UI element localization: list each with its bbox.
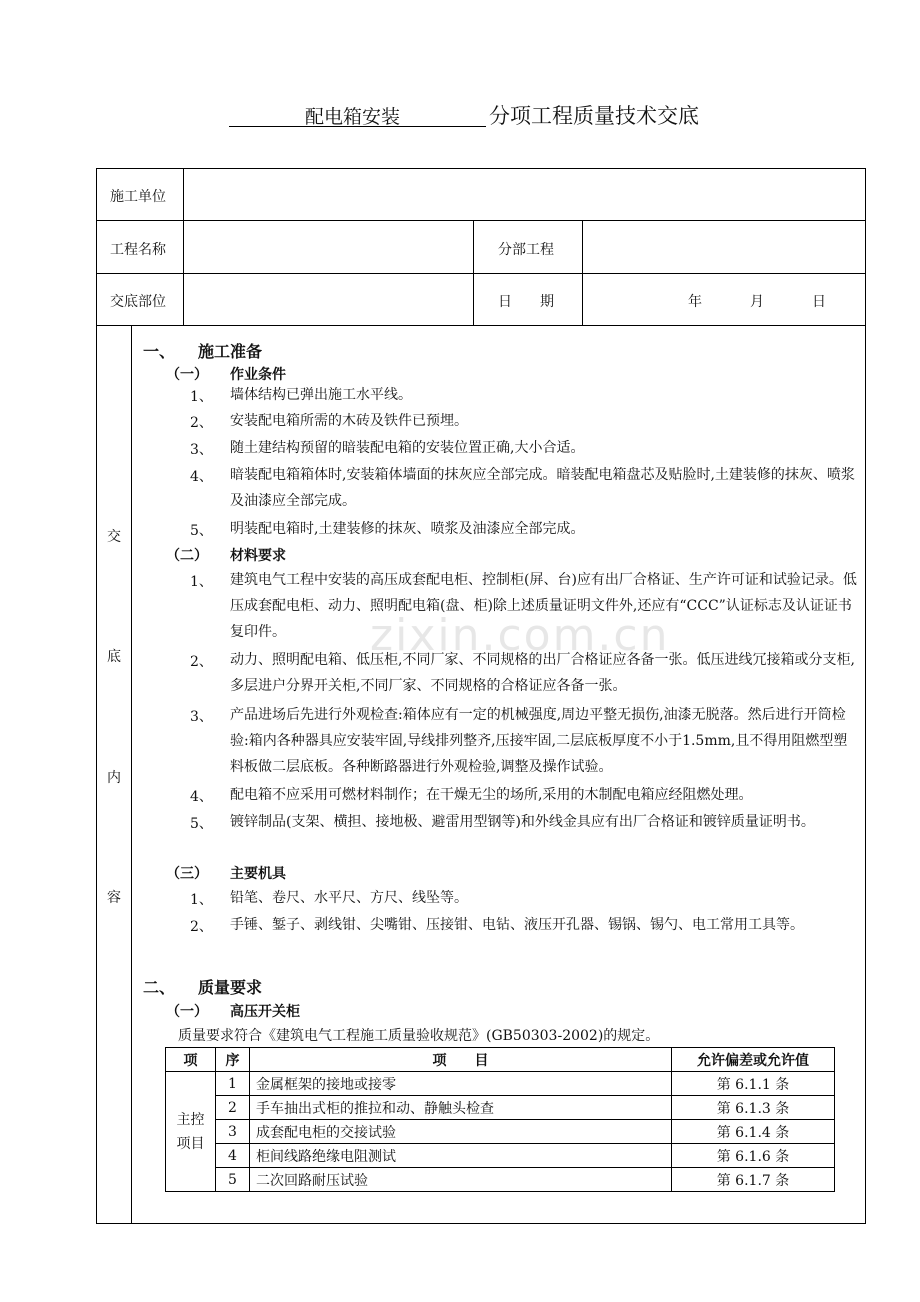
side-label-char: 交 [107, 529, 121, 545]
table-row [166, 1144, 835, 1168]
month-label: 月 [750, 294, 764, 310]
list-item: 产品进场后先进行外观检查:箱体应有一定的机械强度,周边平整无损伤,油漆无脱落。然后进行开筒检验:箱内各种器具应安装牢固,导线排列整齐,压接牢固,二层底板厚度不小于1.5mm,且不得用阻燃型塑料板做二层底板。各种断路器进行外观检验,调整及操作试验。 [230, 707, 848, 775]
section2-title: 质量要求 [198, 978, 263, 997]
col-divider [183, 168, 184, 325]
list-item: 建筑电气工程中安装的高压成套配电柜、控制柜(屏、台)应有出厂合格证、生产许可证和试验记录。低压成套配电柜、动力、照明配电箱(盘、柜)除上述质量证明文件外,还应有“CCC”认证标志及认证证书复印件。 [230, 572, 857, 640]
list-number: 2、 [190, 919, 213, 935]
list-number: 5、 [190, 523, 213, 539]
watermark: zixin.com.cn [370, 610, 670, 661]
side-label-char: 底 [107, 649, 121, 665]
list-number: 4、 [190, 469, 213, 485]
row-item: 二次回路耐压试验 [250, 1168, 672, 1192]
category-cell: 主控项目 [166, 1072, 216, 1192]
sub1-number: （一） [166, 367, 208, 383]
col-divider [131, 325, 132, 1224]
disclosure-part-label: 交底部位 [110, 294, 166, 310]
list-number: 2、 [190, 415, 213, 431]
list-item: 手锤、錾子、剥线钳、尖嘴钳、压接钳、电钻、液压开孔器、锡锅、锡勺、电工常用工具等。 [230, 917, 804, 933]
row-ref: 第 6.1.6 条 [672, 1144, 835, 1168]
sub3-number: （三） [166, 866, 208, 882]
list-number: 3、 [190, 442, 213, 458]
col-divider [582, 220, 583, 325]
table-row [166, 1096, 835, 1120]
date-label: 日 期 [498, 294, 554, 310]
table-row [166, 1168, 835, 1192]
sub3-title: 主要机具 [230, 866, 286, 882]
col-no-header: 序 [216, 1048, 250, 1072]
table-header-row [166, 1048, 835, 1072]
title-subject: 配电箱安装 [305, 106, 401, 128]
list-number: 1、 [190, 892, 213, 908]
quality-table [165, 1047, 835, 1192]
list-item: 随土建结构预留的暗装配电箱的安装位置正确,大小合适。 [230, 440, 585, 456]
col-item-header: 项 目 [250, 1048, 672, 1072]
construction-unit-label: 施工单位 [110, 189, 166, 205]
row-divider [96, 220, 866, 221]
section1-title: 施工准备 [198, 342, 263, 361]
list-item: 铅笔、卷尺、水平尺、方尺、线坠等。 [230, 890, 468, 906]
col-ref-header: 允许偏差或允许值 [672, 1048, 835, 1072]
col-divider [473, 220, 474, 325]
sub1-title: 作业条件 [230, 367, 286, 383]
list-item: 配电箱不应采用可燃材料制作；在干燥无尘的场所,采用的木制配电箱应经阻燃处理。 [230, 787, 753, 803]
row-no: 3 [216, 1120, 250, 1144]
day-label: 日 [812, 294, 826, 310]
title-main: 分项工程质量技术交底 [489, 104, 699, 128]
list-item: 墙体结构已弹出施工水平线。 [230, 387, 412, 403]
year-label: 年 [688, 294, 702, 310]
row-item: 成套配电柜的交接试验 [250, 1120, 672, 1144]
row-no: 2 [216, 1096, 250, 1120]
division-label: 分部工程 [498, 242, 554, 258]
list-item: 动力、照明配电箱、低压柜,不同厂家、不同规格的出厂合格证应各备一张。低压进线冗接箱或分支柜,多层进户分界开关柜,不同厂家、不同规格的合格证应各备一张。 [230, 652, 855, 694]
sub2-number: （二） [166, 548, 208, 564]
row-no: 1 [216, 1072, 250, 1096]
list-number: 4、 [190, 789, 213, 805]
section2-sub1-title: 高压开关柜 [230, 1004, 300, 1020]
row-item: 金属框架的接地或接零 [250, 1072, 672, 1096]
list-number: 2、 [190, 654, 213, 670]
row-ref: 第 6.1.3 条 [672, 1096, 835, 1120]
section2-sub1-number: （一） [166, 1004, 208, 1020]
row-ref: 第 6.1.7 条 [672, 1168, 835, 1192]
sub2-title: 材料要求 [230, 548, 286, 564]
row-item: 柜间线路绝缘电阻测试 [250, 1144, 672, 1168]
row-ref: 第 6.1.4 条 [672, 1120, 835, 1144]
row-no: 5 [216, 1168, 250, 1192]
row-no: 4 [216, 1144, 250, 1168]
side-label-char: 内 [107, 770, 121, 786]
section2-number: 二、 [143, 978, 176, 997]
list-number: 5、 [190, 816, 213, 832]
list-item: 暗装配电箱箱体时,安装箱体墙面的抹灰应全部完成。暗装配电箱盘芯及贴脸时,土建装修的抹灰、喷浆及油漆应全部完成。 [230, 467, 855, 509]
row-divider [96, 273, 866, 274]
list-number: 3、 [190, 709, 213, 725]
list-number: 1、 [190, 574, 213, 590]
document-title [0, 100, 920, 132]
table-row [166, 1072, 835, 1096]
side-label-char: 容 [107, 890, 121, 906]
row-divider [96, 325, 866, 326]
list-number: 1、 [190, 389, 213, 405]
col-category-header: 项 [166, 1048, 216, 1072]
list-item: 镀锌制品(支架、横担、接地极、避雷用型钢等)和外线金具应有出厂合格证和镀锌质量证明书。 [230, 814, 815, 830]
row-item: 手车抽出式柜的推拉和动、静触头检查 [250, 1096, 672, 1120]
project-name-label: 工程名称 [110, 242, 166, 258]
standard-note: 质量要求符合《建筑电气工程施工质量验收规范》(GB50303-2002)的规定。 [178, 1028, 660, 1044]
table-row [166, 1120, 835, 1144]
list-item: 明装配电箱时,土建装修的抹灰、喷浆及油漆应全部完成。 [230, 521, 585, 537]
row-ref: 第 6.1.1 条 [672, 1072, 835, 1096]
section1-number: 一、 [143, 342, 176, 361]
list-item: 安装配电箱所需的木砖及铁件已预埋。 [230, 413, 468, 429]
